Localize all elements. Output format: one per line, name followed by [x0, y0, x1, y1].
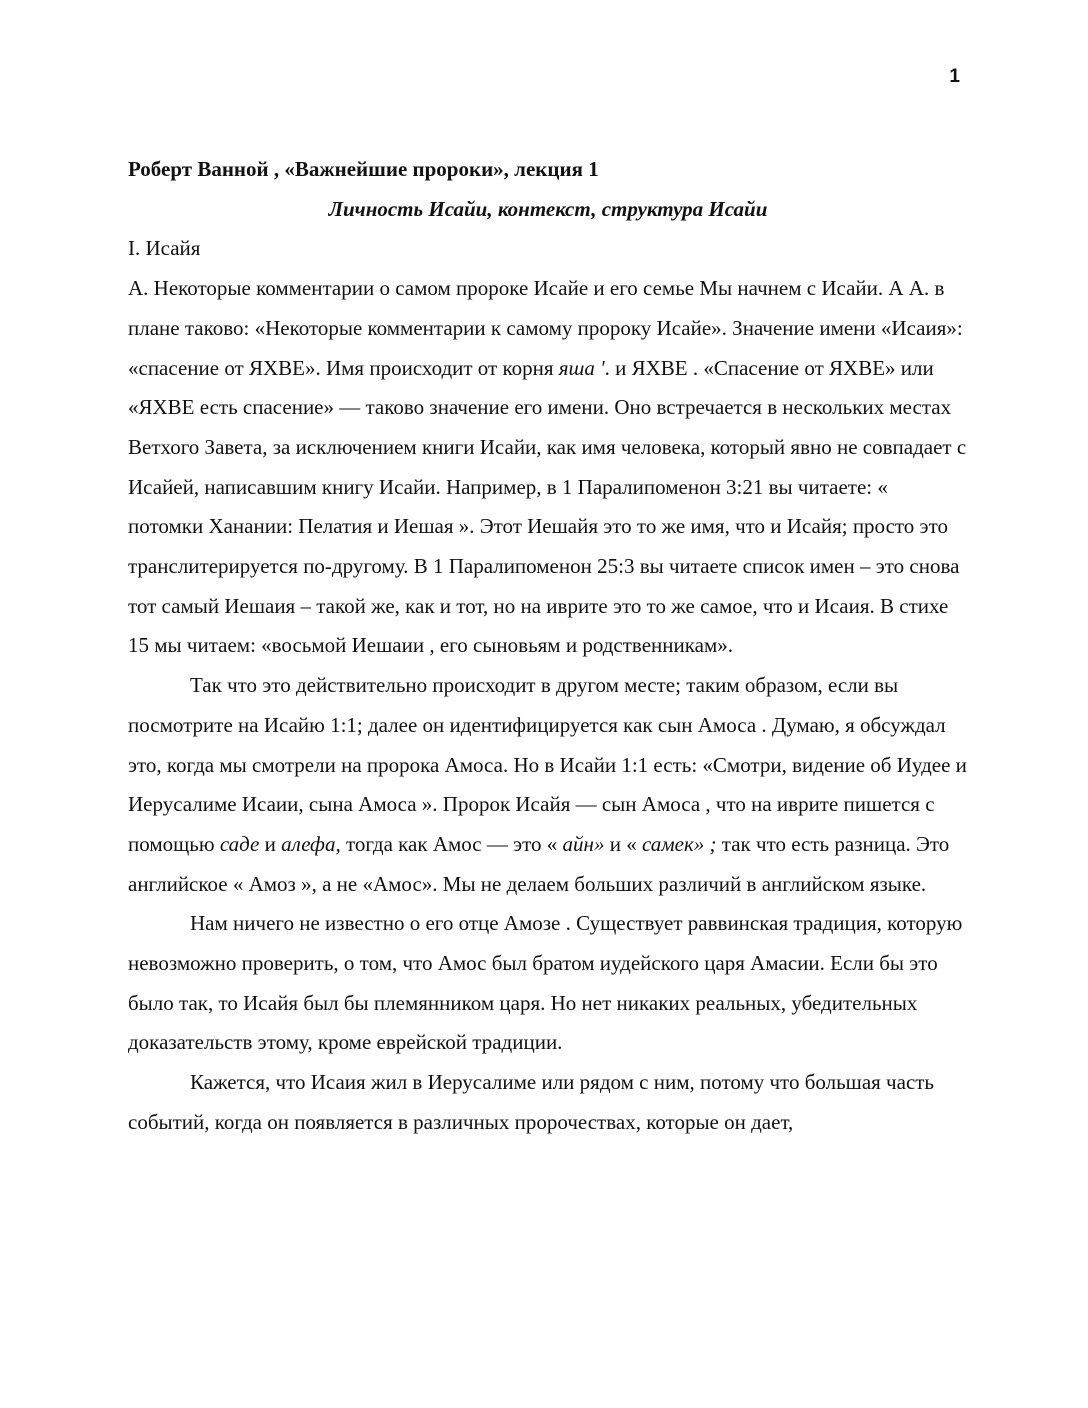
paragraph-1 — [128, 269, 968, 666]
document-title: Роберт Ванной , «Важнейшие пророки», лекция 1 — [128, 157, 599, 181]
paragraph-2-text-b: и — [259, 831, 282, 856]
term-sade: саде — [219, 831, 260, 856]
lecture-subtitle: Личность Исайи, контекст, структура Исайи — [328, 196, 768, 221]
paragraph-2-text-e: так что есть разница. Это английское « Амоз », а не «Амос». Мы не делаем больших различий в английском языке. — [128, 831, 950, 896]
paragraph-1-text-b: . и ЯХВЕ . «Спасение от ЯХВЕ» или «ЯХВЕ есть спасение» — таково значение его имени. Оно встречается в нескольких местах Ветхого Завета, за исключением книги Исайи, как имя человека, который явно не совпадает с Исайей, написавшим книгу Исайи. Например, в 1 Паралипоменон 3:21 вы читаете: « потомки Ханании: Пелатия и Иешая ». Этот Иешайя это то же имя, что и Исайя; просто это транслитерируется по-другому. В 1 Паралипоменон 25:3 вы читаете список имен – это снова тот самый Иешаия – такой же, как и тот, но на иврите это то же самое, что и Исаия. В стихе 15 мы читаем: «восьмой Иешаии , его сыновьям и родственникам». — [128, 355, 967, 658]
term-samek: самек» ; — [641, 831, 717, 856]
term-yasha: яша ' — [558, 355, 605, 380]
paragraph-2-text-d: и « — [604, 831, 642, 856]
term-ayn: айн» — [562, 831, 605, 856]
term-alefa: алефа, — [281, 831, 341, 856]
paragraph-1-text-a: А. Некоторые комментарии о самом пророке Исайе и его семье Мы начнем с Исайи. А А. в плане таково: «Некоторые комментарии к самому пророку Исайе». Значение имени «Исаия»: «спасение от ЯХВЕ». Имя происходит от корня — [128, 276, 963, 380]
paragraph-2-text-c: тогда как Амос — это « — [340, 831, 563, 856]
section-heading: I. Исайя — [128, 236, 201, 261]
paragraph-4: Кажется, что Исаия жил в Иерусалиме или рядом с ним, потому что большая часть событий, когда он появляется в различных пророчествах, которые он дает, — [128, 1070, 935, 1134]
page-number: 1 — [949, 66, 960, 87]
paragraph-3: Нам ничего не известно о его отце Амозе . Существует раввинская традиция, которую невозможно проверить, о том, что Амос был братом иудейского царя Амасии. Если бы это было так, то Исайя был бы племянником царя. Но нет никаких реальных, убедительных доказательств этому, кроме еврейской традиции. — [128, 911, 963, 1055]
document-body — [128, 150, 968, 1143]
paragraph-2-text-a: Так что это действительно происходит в другом месте; таким образом, если вы посмотрите на Исайю 1:1; далее он идентифицируется как сын Амоса . Думаю, я обсуждал это, когда мы смотрели на пророка Амоса. Но в Исайи 1:1 есть: «Смотри, видение об Иудее и Иерусалиме Исаии, сына Амоса ». Пророк Исайя — сын Амоса , что на иврите пишется с помощью — [128, 673, 967, 856]
paragraph-2 — [128, 666, 968, 904]
